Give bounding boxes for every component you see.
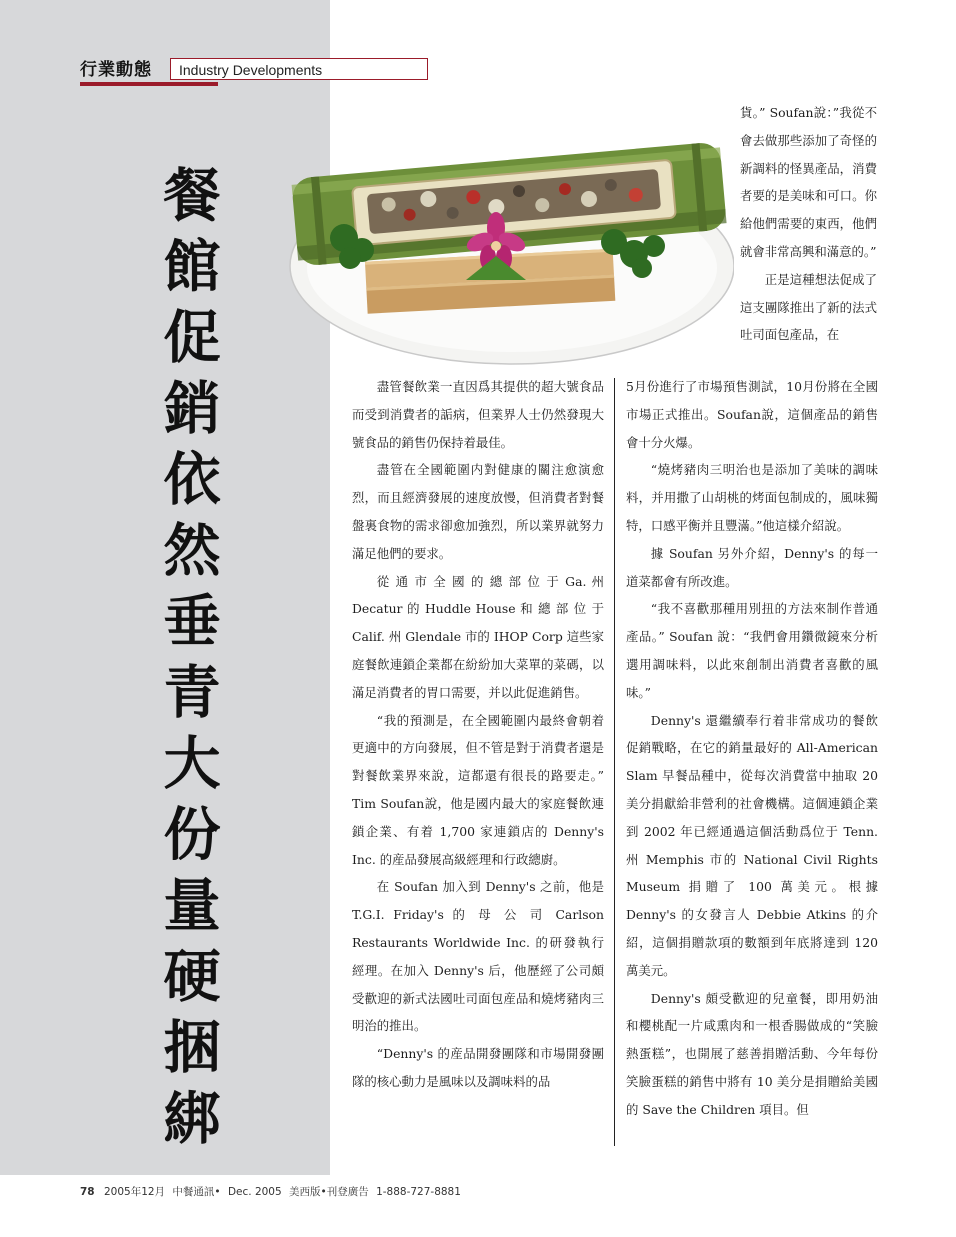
page-footer <box>80 1184 465 1199</box>
paragraph: 正是這種想法促成了這支團隊推出了新的法式吐司面包產品，在 <box>740 271 877 343</box>
section-rule <box>80 82 218 86</box>
paragraph: “燒烤豬肉三明治也是添加了美味的調味料，并用撒了山胡桃的烤面包制成的，風味獨特，口感平衡并且豐滿。”他這樣介紹說。 <box>626 462 878 533</box>
title-char: 依 <box>163 446 221 513</box>
paragraph: “我的預測是，在全國範圍内最終會朝着更適中的方向發展，但不管是對于消費者還是對餐飲業界來說，這都還有很長的路要走。” Tim Soufan說，他是國内最大的家庭餐飲連鎖企業、有着 1,700 家連鎖店的 Denny's Inc. 的産品發展高級經理和行政總廚。 <box>352 712 604 867</box>
article-column-left <box>352 373 604 1096</box>
paragraph: “Denny's 的産品開發團隊和市場開發團隊的核心動力是風味以及調味料的品 <box>352 1046 604 1089</box>
paragraph: 貨。” Soufan說：”我從不會去做那些添加了奇怪的新調料的怪異產品，消費者要的是美味和可口。你給他們需要的東西，他們就會非常高興和滿意的。” <box>740 105 877 259</box>
title-char: 硬 <box>163 943 221 1010</box>
paragraph: 盡管餐飲業一直因爲其提供的超大號食品而受到消費者的詬病，但業界人士仍然發現大號食品的銷售仍保持着最佳。 <box>352 379 604 450</box>
bamboo-dish-photo-icon <box>284 128 734 368</box>
title-char: 綁 <box>163 1085 221 1152</box>
title-char: 垂 <box>163 588 221 655</box>
paragraph: Denny's 頗受歡迎的兒童餐，即用奶油和櫻桃配一片咸熏肉和一根香腸做成的“笑臉熱蛋糕”，也開展了慈善捐贈活動、今年每份笑臉蛋糕的銷售中將有 10 美分是捐贈給美國的 Save the Children 項目。但 <box>626 990 878 1117</box>
title-char: 青 <box>163 659 221 726</box>
title-char: 然 <box>163 517 221 584</box>
paragraph: 5月份進行了市場預售測試，10月份將在全國市場正式推出。Soufan說，這個產品的銷售會十分火爆。 <box>626 379 878 450</box>
footer-edition: 美西版•刊登廣告 <box>289 1186 369 1198</box>
title-char: 大 <box>163 730 221 797</box>
section-label-en: Industry Developments <box>170 58 428 80</box>
paragraph: 據 Soufan 另外介紹，Denny's 的每一道菜都會有所改進。 <box>626 545 878 589</box>
title-char: 銷 <box>163 375 221 442</box>
paragraph: Denny's 還繼續奉行着非常成功的餐飲促銷戰略，在它的銷量最好的 All-American Slam 早餐品種中，從每次消費當中抽取 20 美分捐獻給非營利的社會機構。這個連鎖企業到 2002 年已經通過這個活動爲位于 Tenn. 州 Memphis 市的 National Civil Rights Museum 捐贈了 100 萬美元。根據 Denny's 的女發言人 Debbie Atkins 的介紹，這個捐贈款項的數額到年底將達到 120 萬美元。 <box>626 712 878 978</box>
title-char: 量 <box>163 872 221 939</box>
paragraph: 在 Soufan 加入到 Denny's 之前，他是 T.G.I. Friday's 的 母 公 司 Carlson Restaurants Worldwide Inc. 的研發執行經理。在加入 Denny's 后，他歷經了公司頗受歡迎的新式法國吐司面包産品和燒烤豬肉三明治的推出。 <box>352 879 604 1034</box>
section-label-zh: 行業動態 <box>80 60 152 80</box>
title-char: 促 <box>163 304 221 371</box>
paragraph: “我不喜歡那種用別扭的方法來制作普通產品。” Soufan 說：“我們會用鑽微鏡來分析選用調味料，以此來創制出消費者喜歡的風味。” <box>626 601 878 700</box>
paragraph: 從 通 市 全 國 的 總 部 位 于 Ga. 州 Decatur 的 Huddle House 和 總 部 位 于 Calif. 州 Glendale 市的 IHOP Corp 這些家庭餐飲連鎖企業都在紛紛加大菜單的菜碼，以滿足消費者的胃口需要，并以此促進銷售。 <box>352 573 604 700</box>
title-char: 捆 <box>163 1014 221 1081</box>
article-column-right <box>626 373 878 1124</box>
title-char: 餐 <box>163 162 221 229</box>
article-title-vertical <box>162 160 222 1154</box>
column-divider <box>614 378 615 1146</box>
page-number: 78 <box>80 1186 95 1198</box>
title-char: 館 <box>163 233 221 300</box>
article-column-right-top <box>740 99 877 349</box>
footer-date-en: Dec. 2005 <box>227 1186 282 1198</box>
title-char: 份 <box>163 801 221 868</box>
footer-date-zh: 2005年12月 <box>103 1186 166 1198</box>
footer-phone: 1-888-727-8881 <box>376 1186 461 1198</box>
footer-publication: 中餐通訊• <box>172 1186 221 1198</box>
paragraph: 盡管在全國範圍内對健康的關注愈演愈烈，而且經濟發展的速度放慢，但消費者對餐盤裏食物的需求卻愈加強烈，所以業界就努力滿足他們的要求。 <box>352 462 604 561</box>
